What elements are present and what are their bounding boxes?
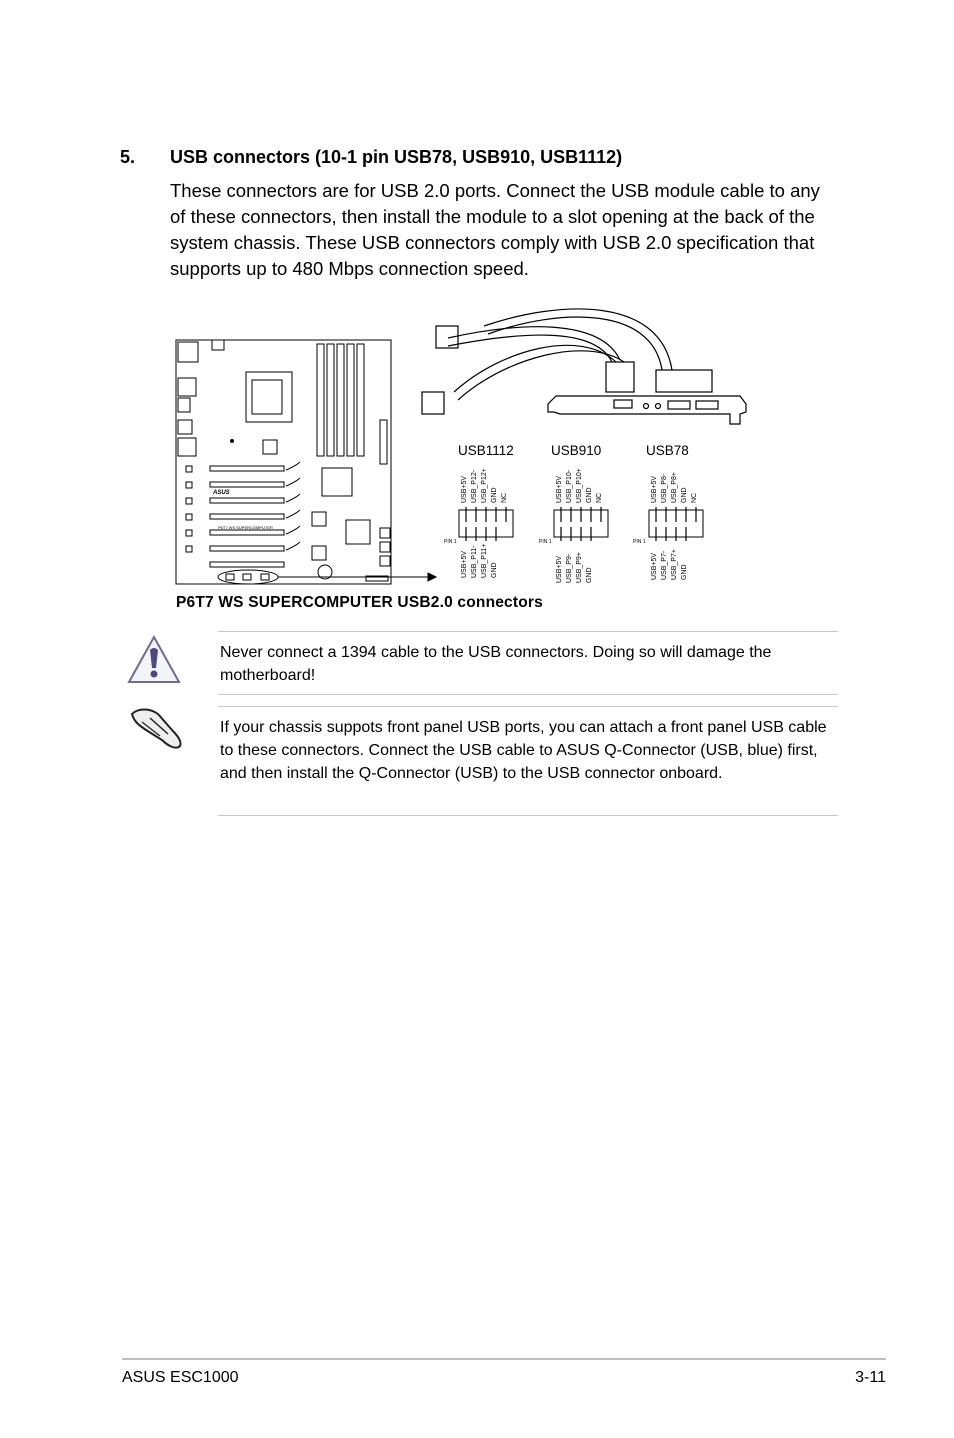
connector-usb78 — [633, 443, 703, 580]
pin-label: USB_P12+ — [481, 468, 488, 503]
pin-label: USB_P9+ — [576, 552, 583, 583]
pin-label: USB_P11- — [471, 545, 478, 578]
board-logo: ASUS — [213, 490, 230, 496]
pin1-label: PIN 1 — [633, 539, 646, 545]
pin-label: USB+5V — [556, 555, 563, 583]
pin-label: GND — [586, 487, 593, 503]
tip-note-text: If your chassis suppots front panel USB ports, you can attach a front panel USB cable to these connectors. Connect the USB cable to ASUS Q-Connector (USB, blue) first, and then install the Q-Connector (USB) to the USB connector onboard. — [220, 719, 827, 782]
pin-label: USB+5V — [461, 475, 468, 503]
pin-label: USB_P12- — [471, 469, 478, 503]
pin-label: USB+5V — [461, 550, 468, 578]
usb-bracket-illustration — [422, 309, 746, 424]
section-body: These connectors are for USB 2.0 ports. Connect the USB module cable to any of these connectors, then install the module to a slot opening at the back of the system chassis. These USB connectors comply with USB 2.0 specification that supports up to 480 Mbps connection speed. — [170, 180, 820, 279]
pin-label: USB+5V — [556, 475, 563, 503]
usb-connector-diagram — [0, 290, 954, 620]
connector-label: USB910 — [551, 443, 602, 458]
connector-label: USB78 — [646, 443, 689, 458]
page-number: 3-11 — [855, 1369, 886, 1386]
pin-label: GND — [491, 562, 498, 578]
board-name: P6T7 WS SUPERCOMPUTER — [218, 525, 273, 530]
pin-label: GND — [586, 567, 593, 583]
pin-label: USB+5V — [651, 475, 658, 503]
pin-label: USB_P9- — [566, 553, 573, 583]
motherboard-illustration — [176, 340, 391, 584]
connector-usb910 — [539, 443, 608, 583]
pin-label: USB_P8- — [661, 473, 668, 503]
pin-label: USB_P11+ — [481, 543, 488, 578]
pin1-label: PIN 1 — [444, 539, 457, 545]
diagram-caption: P6T7 WS SUPERCOMPUTER USB2.0 connectors — [176, 594, 543, 611]
warning-note-text: Never connect a 1394 cable to the USB connectors. Doing so will damage the motherboard! — [220, 644, 772, 684]
pin-label: GND — [491, 487, 498, 503]
section-number: 5. — [120, 147, 136, 167]
note-divider — [218, 815, 838, 816]
pin-label: USB_P7+ — [671, 549, 678, 580]
pin-label: USB+5V — [651, 552, 658, 580]
pin-label: USB_P7- — [661, 550, 668, 580]
pin-label: USB_P8+ — [671, 472, 678, 503]
pin-label: NC — [691, 492, 698, 503]
footer-product: ASUS ESC1000 — [122, 1369, 239, 1386]
pointer-arrow — [278, 573, 436, 581]
pin1-label: PIN 1 — [539, 539, 552, 545]
section-title: USB connectors (10-1 pin USB78, USB910, USB1112) — [170, 147, 623, 167]
connector-usb1112 — [444, 443, 514, 578]
pin-label: USB_P10+ — [576, 468, 583, 503]
note-divider — [218, 706, 838, 707]
pin-label: GND — [681, 564, 688, 580]
note-divider — [218, 694, 838, 695]
pointing-hand-icon — [128, 704, 186, 755]
pin-label: GND — [681, 487, 688, 503]
pin-label: NC — [501, 492, 508, 503]
note-divider — [218, 631, 838, 632]
pin-label: USB_P10- — [566, 469, 573, 503]
warning-triangle-icon — [126, 634, 182, 691]
connector-label: USB1112 — [458, 443, 514, 458]
footer-divider — [122, 1358, 886, 1360]
pin-label: NC — [596, 492, 603, 503]
